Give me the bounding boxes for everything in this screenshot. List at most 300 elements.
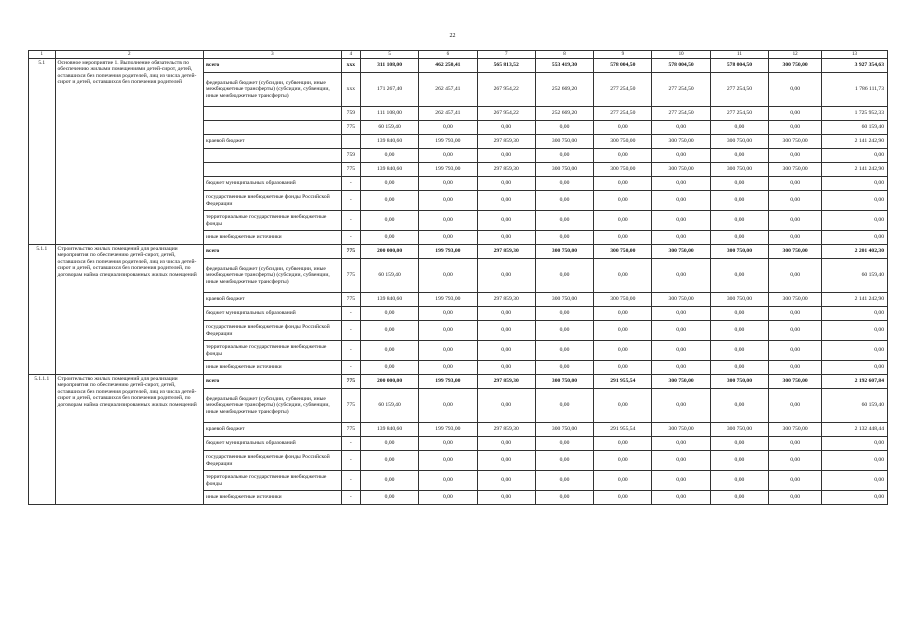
funding-source: государственные внебюджетные фонды Российской Федерации: [203, 191, 341, 211]
year-value: 300 750,00: [535, 135, 593, 149]
column-number-cell: 7: [477, 51, 535, 59]
measure-code: 5.1: [29, 59, 56, 245]
table-row: [29, 59, 888, 73]
total-value: 0,00: [822, 341, 888, 361]
year-value: 0,00: [769, 259, 822, 293]
year-value: 0,00: [769, 149, 822, 163]
year-value: 300 750,00: [769, 135, 822, 149]
year-value: 0,00: [710, 389, 768, 423]
year-value: 60 159,40: [360, 259, 418, 293]
measure-code: 5.1.1: [29, 245, 56, 375]
year-value: 0,00: [419, 321, 477, 341]
table-row: [29, 245, 888, 259]
year-value: 297 859,30: [477, 163, 535, 177]
total-value: 2 141 242,90: [822, 135, 888, 149]
year-value: 252 669,20: [535, 107, 593, 121]
year-value: 0,00: [652, 177, 710, 191]
year-value: 0,00: [594, 177, 652, 191]
year-value: 0,00: [652, 191, 710, 211]
year-value: 60 159,40: [360, 389, 418, 423]
total-value: 2 132 448,44: [822, 423, 888, 437]
year-value: 199 793,00: [419, 245, 477, 259]
year-value: 300 750,00: [769, 59, 822, 73]
year-value: 0,00: [535, 361, 593, 375]
financing-table: [28, 50, 888, 505]
year-value: 0,00: [769, 471, 822, 491]
year-value: 0,00: [594, 491, 652, 505]
total-value: 2 141 242,90: [822, 163, 888, 177]
year-value: 139 840,60: [360, 293, 418, 307]
funding-source: государственные внебюджетные фонды Российской Федерации: [203, 451, 341, 471]
total-value: 0,00: [822, 361, 888, 375]
budget-code: 775: [341, 259, 360, 293]
year-value: 0,00: [535, 211, 593, 231]
year-value: 0,00: [594, 471, 652, 491]
year-value: 0,00: [535, 259, 593, 293]
year-value: 0,00: [710, 177, 768, 191]
year-value: 0,00: [477, 121, 535, 135]
year-value: 300 750,00: [535, 375, 593, 389]
year-value: 252 669,20: [535, 73, 593, 107]
total-value: 0,00: [822, 437, 888, 451]
total-value: 60 159,40: [822, 121, 888, 135]
year-value: 0,00: [419, 231, 477, 245]
funding-source: бюджет муниципальных образований: [203, 307, 341, 321]
year-value: 0,00: [360, 177, 418, 191]
table-row: [29, 375, 888, 389]
year-value: 0,00: [535, 191, 593, 211]
year-value: 0,00: [594, 437, 652, 451]
year-value: 300 750,00: [535, 163, 593, 177]
year-value: 0,00: [769, 321, 822, 341]
budget-code: 775: [341, 293, 360, 307]
budget-code: -: [341, 451, 360, 471]
funding-source: государственные внебюджетные фонды Российской Федерации: [203, 321, 341, 341]
measure-code: 5.1.1.1: [29, 375, 56, 505]
year-value: 0,00: [360, 231, 418, 245]
year-value: 297 859,30: [477, 293, 535, 307]
year-value: 0,00: [477, 259, 535, 293]
year-value: 0,00: [594, 231, 652, 245]
budget-code: 775: [341, 163, 360, 177]
year-value: 0,00: [535, 491, 593, 505]
column-number-row: [29, 51, 888, 59]
year-value: 200 000,00: [360, 245, 418, 259]
year-value: 0,00: [360, 341, 418, 361]
year-value: 0,00: [477, 341, 535, 361]
year-value: 60 159,40: [360, 121, 418, 135]
year-value: 277 254,50: [652, 73, 710, 107]
year-value: 0,00: [769, 361, 822, 375]
year-value: 0,00: [419, 149, 477, 163]
budget-code: ххх: [341, 59, 360, 73]
year-value: 0,00: [419, 259, 477, 293]
year-value: 0,00: [477, 231, 535, 245]
year-value: 0,00: [360, 491, 418, 505]
budget-code: -: [341, 177, 360, 191]
year-value: 0,00: [652, 259, 710, 293]
funding-source: иные внебюджетные источники: [203, 231, 341, 245]
year-value: 139 840,60: [360, 163, 418, 177]
year-value: 199 793,00: [419, 293, 477, 307]
year-value: 0,00: [477, 361, 535, 375]
year-value: 0,00: [477, 491, 535, 505]
year-value: 0,00: [419, 121, 477, 135]
year-value: 262 457,41: [419, 73, 477, 107]
budget-code: -: [341, 437, 360, 451]
funding-source: [203, 107, 341, 121]
budget-code: -: [341, 211, 360, 231]
year-value: 0,00: [769, 231, 822, 245]
year-value: 0,00: [419, 177, 477, 191]
year-value: 199 793,00: [419, 135, 477, 149]
budget-code: -: [341, 471, 360, 491]
budget-code: -: [341, 191, 360, 211]
year-value: 0,00: [652, 307, 710, 321]
year-value: 0,00: [535, 177, 593, 191]
budget-code: -: [341, 321, 360, 341]
year-value: 0,00: [652, 211, 710, 231]
year-value: 0,00: [710, 191, 768, 211]
budget-code: 775: [341, 245, 360, 259]
year-value: 0,00: [652, 471, 710, 491]
funding-source: краевой бюджет: [203, 293, 341, 307]
year-value: 0,00: [710, 451, 768, 471]
table-body: [29, 51, 888, 505]
year-value: 0,00: [710, 471, 768, 491]
total-value: 0,00: [822, 191, 888, 211]
year-value: 0,00: [477, 149, 535, 163]
year-value: 0,00: [710, 211, 768, 231]
budget-code: ххх: [341, 73, 360, 107]
total-value: 0,00: [822, 491, 888, 505]
year-value: 0,00: [652, 437, 710, 451]
year-value: 0,00: [769, 451, 822, 471]
budget-code: -: [341, 491, 360, 505]
column-number-cell: 4: [341, 51, 360, 59]
year-value: 0,00: [477, 191, 535, 211]
total-value: 0,00: [822, 307, 888, 321]
funding-source: иные внебюджетные источники: [203, 491, 341, 505]
year-value: 0,00: [710, 321, 768, 341]
funding-source: [203, 163, 341, 177]
year-value: 267 954,22: [477, 73, 535, 107]
year-value: 0,00: [594, 191, 652, 211]
year-value: 0,00: [477, 307, 535, 321]
year-value: 0,00: [769, 191, 822, 211]
year-value: 0,00: [710, 341, 768, 361]
year-value: 0,00: [419, 361, 477, 375]
year-value: 0,00: [769, 107, 822, 121]
column-number-cell: 9: [594, 51, 652, 59]
year-value: 300 750,00: [769, 163, 822, 177]
year-value: 0,00: [535, 121, 593, 135]
year-value: 0,00: [360, 437, 418, 451]
year-value: 0,00: [652, 361, 710, 375]
funding-source: [203, 149, 341, 163]
year-value: 0,00: [360, 211, 418, 231]
year-value: 0,00: [594, 451, 652, 471]
total-value: 2 201 402,30: [822, 245, 888, 259]
year-value: 139 840,60: [360, 423, 418, 437]
year-value: 0,00: [652, 149, 710, 163]
year-value: 0,00: [594, 341, 652, 361]
year-value: 0,00: [360, 451, 418, 471]
year-value: 300 750,00: [710, 423, 768, 437]
year-value: 311 108,00: [360, 59, 418, 73]
column-number-cell: 6: [419, 51, 477, 59]
funding-source: всего: [203, 59, 341, 73]
year-value: 297 859,30: [477, 375, 535, 389]
year-value: 0,00: [769, 73, 822, 107]
measure-name: Основное мероприятие 1. Выполнение обязательств по обеспечению жилыми помещениями детей-сирот, детей, оставшихся без попечения родителей, лиц из числа детей-сирот и детей, оставшихся без попечения родителей: [55, 59, 203, 245]
year-value: 0,00: [769, 211, 822, 231]
funding-source: территориальные государственные внебюджетные фонды: [203, 471, 341, 491]
funding-source: бюджет муниципальных образований: [203, 437, 341, 451]
year-value: 0,00: [419, 491, 477, 505]
total-value: 3 927 354,63: [822, 59, 888, 73]
funding-source: территориальные государственные внебюджетные фонды: [203, 211, 341, 231]
total-value: 1 786 111,73: [822, 73, 888, 107]
year-value: 300 750,00: [652, 135, 710, 149]
year-value: 0,00: [710, 307, 768, 321]
year-value: 0,00: [594, 361, 652, 375]
year-value: 0,00: [710, 361, 768, 375]
budget-code: 775: [341, 423, 360, 437]
year-value: 277 254,50: [594, 107, 652, 121]
year-value: 0,00: [419, 471, 477, 491]
year-value: 300 750,00: [535, 423, 593, 437]
year-value: 300 750,00: [710, 293, 768, 307]
year-value: 0,00: [477, 389, 535, 423]
year-value: 297 859,30: [477, 423, 535, 437]
year-value: 0,00: [769, 307, 822, 321]
total-value: 60 159,40: [822, 389, 888, 423]
year-value: 0,00: [710, 121, 768, 135]
year-value: 277 254,50: [710, 73, 768, 107]
year-value: 0,00: [652, 341, 710, 361]
year-value: 199 793,00: [419, 423, 477, 437]
year-value: 297 859,30: [477, 135, 535, 149]
year-value: 0,00: [594, 121, 652, 135]
year-value: 0,00: [652, 451, 710, 471]
year-value: 300 750,00: [652, 423, 710, 437]
column-number-cell: 12: [769, 51, 822, 59]
funding-source: бюджет муниципальных образований: [203, 177, 341, 191]
year-value: 578 004,50: [594, 59, 652, 73]
year-value: 0,00: [594, 321, 652, 341]
year-value: 300 750,00: [769, 423, 822, 437]
year-value: 578 004,50: [710, 59, 768, 73]
total-value: 0,00: [822, 231, 888, 245]
year-value: 0,00: [710, 491, 768, 505]
year-value: 0,00: [769, 389, 822, 423]
year-value: 553 419,30: [535, 59, 593, 73]
year-value: 199 793,00: [419, 375, 477, 389]
year-value: 0,00: [652, 231, 710, 245]
total-value: 0,00: [822, 321, 888, 341]
year-value: 0,00: [419, 389, 477, 423]
year-value: 300 750,00: [535, 293, 593, 307]
year-value: 565 813,52: [477, 59, 535, 73]
year-value: 0,00: [419, 437, 477, 451]
year-value: 300 750,00: [710, 245, 768, 259]
year-value: 171 267,40: [360, 73, 418, 107]
total-value: 2 192 607,84: [822, 375, 888, 389]
year-value: 300 750,00: [652, 245, 710, 259]
total-value: 0,00: [822, 471, 888, 491]
budget-code: [341, 135, 360, 149]
funding-source: иные внебюджетные источники: [203, 361, 341, 375]
year-value: 0,00: [477, 471, 535, 491]
year-value: 0,00: [652, 389, 710, 423]
column-number-cell: 10: [652, 51, 710, 59]
year-value: 300 750,00: [769, 375, 822, 389]
funding-source: краевой бюджет: [203, 423, 341, 437]
year-value: 300 750,00: [535, 245, 593, 259]
year-value: 0,00: [594, 259, 652, 293]
year-value: 139 840,60: [360, 135, 418, 149]
column-number-cell: 13: [822, 51, 888, 59]
budget-code: -: [341, 361, 360, 375]
total-value: 0,00: [822, 149, 888, 163]
year-value: 0,00: [535, 451, 593, 471]
total-value: 0,00: [822, 451, 888, 471]
budget-code: -: [341, 341, 360, 361]
year-value: 300 750,00: [769, 245, 822, 259]
year-value: 200 000,00: [360, 375, 418, 389]
year-value: 0,00: [769, 437, 822, 451]
budget-code: 775: [341, 389, 360, 423]
year-value: 0,00: [419, 191, 477, 211]
year-value: 199 793,00: [419, 163, 477, 177]
year-value: 0,00: [535, 389, 593, 423]
year-value: 0,00: [710, 149, 768, 163]
year-value: 0,00: [594, 307, 652, 321]
column-number-cell: 2: [55, 51, 203, 59]
year-value: 300 750,00: [769, 293, 822, 307]
year-value: 0,00: [477, 437, 535, 451]
year-value: 300 750,00: [652, 375, 710, 389]
funding-source: федеральный бюджет (субсидии, субвенции, иные межбюджетные трансферты) (субсидии, субвенции, иные межбюджетные трансферты): [203, 259, 341, 293]
total-value: 0,00: [822, 177, 888, 191]
year-value: 0,00: [419, 341, 477, 361]
page-number: 22: [449, 33, 456, 39]
year-value: 0,00: [360, 471, 418, 491]
year-value: 0,00: [769, 341, 822, 361]
year-value: 300 750,00: [710, 163, 768, 177]
total-value: 1 725 952,33: [822, 107, 888, 121]
year-value: 300 750,00: [594, 135, 652, 149]
year-value: 0,00: [710, 231, 768, 245]
budget-code: 775: [341, 121, 360, 135]
year-value: 0,00: [360, 307, 418, 321]
funding-source: [203, 121, 341, 135]
year-value: 300 750,00: [652, 293, 710, 307]
year-value: 0,00: [535, 341, 593, 361]
year-value: 300 750,00: [594, 163, 652, 177]
column-number-cell: 11: [710, 51, 768, 59]
year-value: 0,00: [594, 211, 652, 231]
year-value: 0,00: [769, 177, 822, 191]
year-value: 0,00: [419, 211, 477, 231]
year-value: 0,00: [477, 451, 535, 471]
column-number-cell: 1: [29, 51, 56, 59]
measure-name: Строительство жилых помещений для реализации мероприятия по обеспечению детей-сирот, детей, оставшихся без попечения родителей, лиц из числа детей-сирот и детей, оставшихся без попечения родителей, по договорам найма специализированных жилых помещений: [55, 245, 203, 375]
year-value: 277 254,50: [710, 107, 768, 121]
year-value: 0,00: [419, 307, 477, 321]
year-value: 0,00: [535, 149, 593, 163]
year-value: 0,00: [535, 437, 593, 451]
year-value: 0,00: [594, 149, 652, 163]
year-value: 300 750,00: [594, 293, 652, 307]
funding-source: всего: [203, 375, 341, 389]
measure-name: Строительство жилых помещений для реализации мероприятия по обеспечению детей-сирот, детей, оставшихся без попечения родителей, лиц из числа детей-сирот и детей, оставшихся без попечения родителей, по договорам найма специализированных жилых помещений: [55, 375, 203, 505]
year-value: 0,00: [710, 437, 768, 451]
budget-code: 759: [341, 149, 360, 163]
year-value: 291 955,54: [594, 375, 652, 389]
year-value: 267 954,22: [477, 107, 535, 121]
funding-source: краевой бюджет: [203, 135, 341, 149]
funding-source: всего: [203, 245, 341, 259]
total-value: 2 141 242,90: [822, 293, 888, 307]
year-value: 578 004,50: [652, 59, 710, 73]
year-value: 291 955,54: [594, 423, 652, 437]
year-value: 0,00: [594, 389, 652, 423]
year-value: 300 750,00: [710, 135, 768, 149]
year-value: 300 750,00: [594, 245, 652, 259]
year-value: 0,00: [769, 121, 822, 135]
budget-code: -: [341, 231, 360, 245]
budget-code: 759: [341, 107, 360, 121]
year-value: 0,00: [419, 451, 477, 471]
year-value: 0,00: [360, 361, 418, 375]
column-number-cell: 8: [535, 51, 593, 59]
year-value: 0,00: [360, 191, 418, 211]
year-value: 0,00: [535, 321, 593, 341]
column-number-cell: 3: [203, 51, 341, 59]
column-number-cell: 5: [360, 51, 418, 59]
year-value: 0,00: [360, 321, 418, 341]
funding-source: территориальные государственные внебюджетные фонды: [203, 341, 341, 361]
year-value: 111 108,00: [360, 107, 418, 121]
year-value: 0,00: [477, 321, 535, 341]
year-value: 0,00: [535, 471, 593, 491]
year-value: 0,00: [477, 177, 535, 191]
year-value: 462 250,41: [419, 59, 477, 73]
year-value: 0,00: [710, 259, 768, 293]
year-value: 277 254,50: [652, 107, 710, 121]
year-value: 300 750,00: [710, 375, 768, 389]
year-value: 0,00: [535, 231, 593, 245]
budget-code: -: [341, 307, 360, 321]
year-value: 0,00: [477, 211, 535, 231]
total-value: 60 159,40: [822, 259, 888, 293]
funding-source: федеральный бюджет (субсидии, субвенции, иные межбюджетные трансферты) (субсидии, субвенции, иные межбюджетные трансферты): [203, 73, 341, 107]
year-value: 0,00: [535, 307, 593, 321]
year-value: 277 254,50: [594, 73, 652, 107]
year-value: 297 859,30: [477, 245, 535, 259]
budget-code: 775: [341, 375, 360, 389]
year-value: 0,00: [652, 121, 710, 135]
year-value: 300 750,00: [652, 163, 710, 177]
funding-source: федеральный бюджет (субсидии, субвенции, иные межбюджетные трансферты) (субсидии, субвенции, иные межбюджетные трансферты): [203, 389, 341, 423]
year-value: 0,00: [769, 491, 822, 505]
total-value: 0,00: [822, 211, 888, 231]
year-value: 0,00: [652, 491, 710, 505]
year-value: 0,00: [360, 149, 418, 163]
year-value: 0,00: [652, 321, 710, 341]
